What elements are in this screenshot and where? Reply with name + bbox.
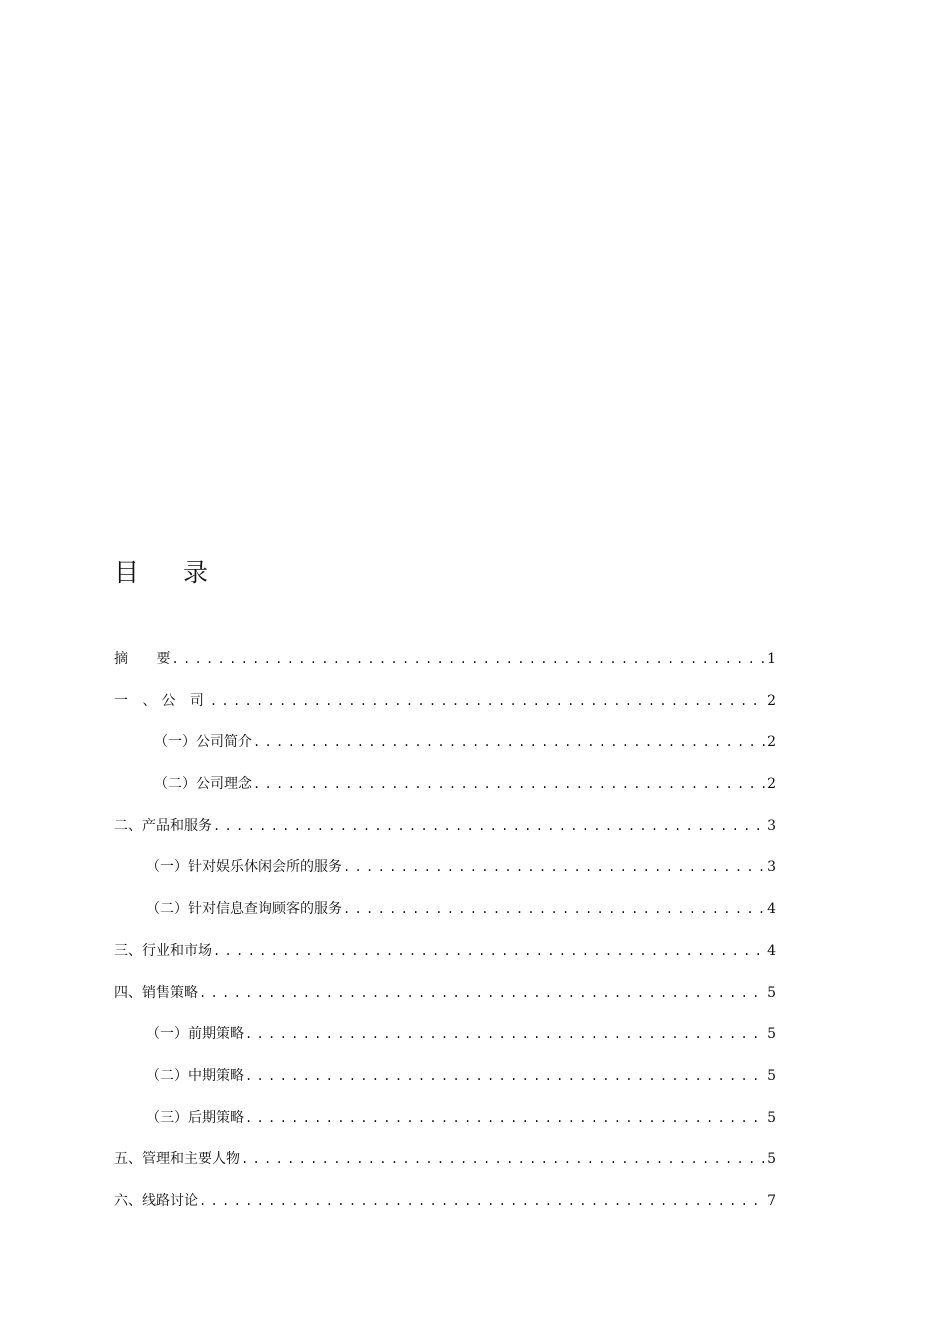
toc-entry-label: （一）前期策略 (146, 1026, 244, 1043)
toc-dot-leader (213, 937, 766, 965)
toc-page-number: 5 (767, 984, 776, 1001)
toc-entry-late-strategy[interactable] (114, 1104, 776, 1146)
toc-entry-label: （三）后期策略 (146, 1109, 244, 1126)
toc-dot-leader (245, 1020, 766, 1048)
toc-page-number: 5 (767, 1151, 776, 1168)
toc-dot-leader (343, 895, 766, 923)
toc-page-number: 7 (767, 1192, 776, 1209)
toc-entry-leisure-services[interactable] (114, 853, 776, 895)
toc-entry-company[interactable] (114, 687, 776, 729)
toc-entry-management[interactable] (114, 1145, 776, 1187)
toc-dot-leader (245, 1062, 766, 1090)
toc-dot-leader (343, 853, 766, 881)
toc-dot-leader (171, 645, 766, 673)
toc-page-number: 5 (767, 1067, 776, 1084)
toc-page-number: 1 (767, 651, 776, 667)
toc-page-number: 5 (767, 1109, 776, 1126)
toc-entry-label: （二）公司理念 (154, 776, 252, 793)
toc-page-number: 4 (767, 901, 776, 918)
toc-dot-leader (253, 728, 766, 756)
toc-entry-company-philosophy[interactable] (114, 770, 776, 812)
toc-entry-label: （二）针对信息查询顾客的服务 (146, 901, 342, 918)
toc-entry-label: （一）公司简介 (154, 734, 252, 751)
toc-dot-leader (241, 1145, 766, 1173)
toc-page-number: 5 (767, 1026, 776, 1043)
toc-entry-early-strategy[interactable] (114, 1020, 776, 1062)
toc-dot-leader (199, 1187, 766, 1215)
toc-page-number: 2 (767, 692, 776, 709)
toc-entry-abstract[interactable] (114, 645, 776, 687)
toc-entry-company-intro[interactable] (114, 728, 776, 770)
toc-entry-info-query-services[interactable] (114, 895, 776, 937)
toc-page-number: 3 (767, 817, 776, 834)
toc-dot-leader (253, 770, 766, 798)
toc-entry-route-discussion[interactable] (114, 1187, 776, 1229)
toc-dot-leader (213, 812, 766, 840)
toc-title: 目 录 (114, 558, 226, 587)
toc-entry-label: 三、行业和市场 (114, 942, 212, 959)
toc-dot-leader (210, 687, 766, 715)
toc-dot-leader (245, 1104, 766, 1132)
toc-dot-leader (199, 979, 766, 1007)
toc-page-number: 3 (767, 859, 776, 876)
toc-page-number: 2 (767, 734, 776, 751)
toc-entry-industry-market[interactable] (114, 937, 776, 979)
toc-entry-label: 五、管理和主要人物 (114, 1151, 240, 1168)
toc-entry-label: 四、销售策略 (114, 984, 198, 1001)
toc-entry-label: （一）针对娱乐休闲会所的服务 (146, 859, 342, 876)
toc-entry-mid-strategy[interactable] (114, 1062, 776, 1104)
toc-entry-sales-strategy[interactable] (114, 979, 776, 1021)
toc-entry-label: （二）中期策略 (146, 1067, 244, 1084)
toc-entry-label: 六、线路讨论 (114, 1192, 198, 1209)
toc-entry-label: 一 、公 司 (114, 692, 209, 709)
toc-page-number: 2 (767, 776, 776, 793)
toc-entry-products-services[interactable] (114, 812, 776, 854)
toc-page-number: 4 (767, 942, 776, 959)
toc-entry-label: 二、产品和服务 (114, 817, 212, 834)
toc-entry-label: 摘 要 (114, 651, 171, 667)
table-of-contents (114, 645, 776, 1229)
